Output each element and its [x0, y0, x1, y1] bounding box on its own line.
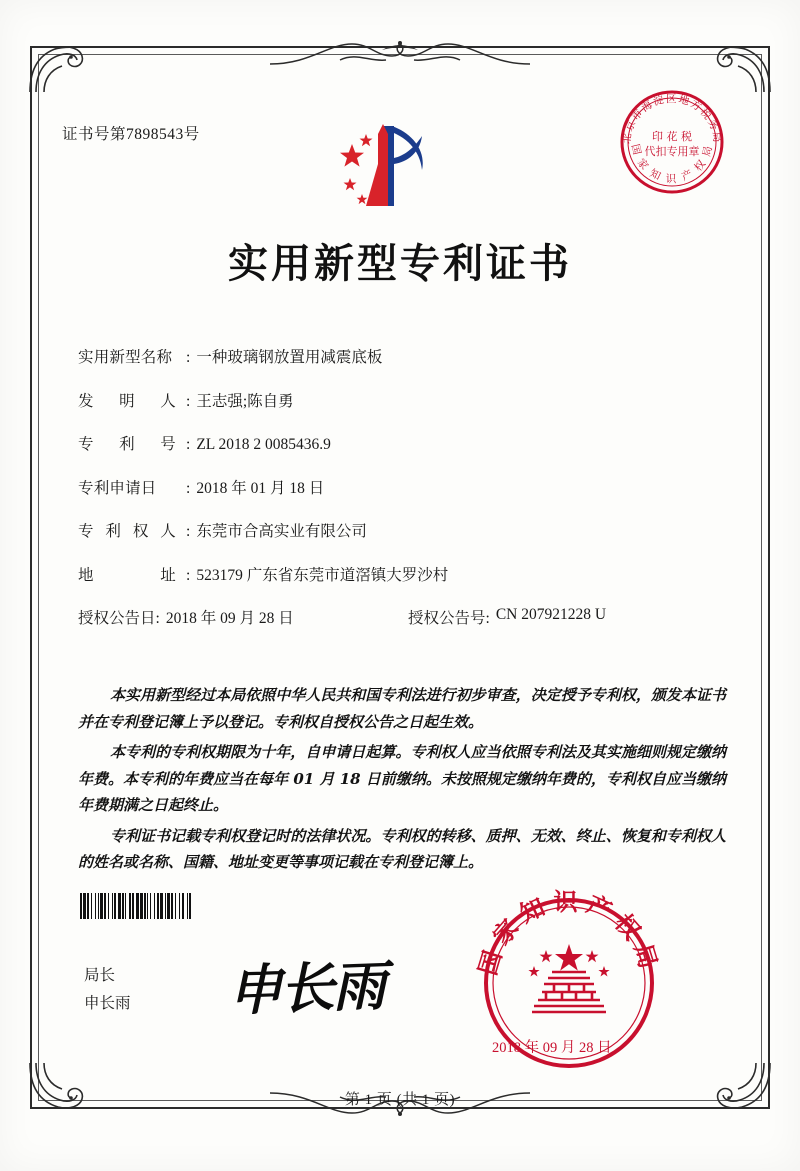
field-value-name: 一种玻璃钢放置用减震底板 — [196, 349, 383, 366]
field-colon: : — [186, 523, 191, 540]
grant-date-value: 2018 年 09 月 28 日 — [165, 610, 294, 627]
director-name-label: 申长雨 — [84, 995, 131, 1012]
field-colon: : — [186, 349, 191, 366]
field-colon: : — [186, 392, 191, 410]
field-label-address: 地 址 — [78, 566, 176, 584]
field-value-address: 523179 广东省东莞市道滘镇大罗沙村 — [196, 566, 449, 584]
page-title: 实用新型专利证书 — [228, 240, 572, 287]
field-list — [78, 345, 722, 646]
barcode — [80, 893, 312, 919]
field-colon: : — [186, 479, 191, 497]
tax-exemption-stamp — [612, 82, 732, 202]
grant-number-label: 授权公告号: — [408, 610, 490, 627]
handwritten-signature: 申长雨 — [227, 953, 386, 1023]
page-footer: 第 1 页 (共 1 页) — [344, 1092, 456, 1108]
paragraph-2: 本专利的专利权期限为十年，自申请日起算。专利权人应当依照专利法及其实施细则规定缴纳年费。本专利的年费应当在每年 01 月 18 日前缴纳。未按照规定缴纳年费的，专利权自应当缴纳年费期满之日起终止。 — [78, 743, 726, 814]
field-label-patentee: 专 利 权 人 — [78, 523, 176, 540]
director-role-label: 局长 — [84, 967, 116, 984]
svg-text:印 花 税: 印 花 税 — [652, 130, 692, 143]
grant-number-value: CN 207921228 U — [495, 606, 607, 623]
field-label-inventor: 发 明 人 — [78, 392, 176, 410]
svg-text:北京市海淀区地方税务局: 北京市海淀区地方税务局 — [620, 93, 724, 145]
paragraph-3: 专利证书记载专利权登记时的法律状况。专利权的转移、质押、无效、终止、恢复和专利权人的姓名或名称、国籍、地址变更等事项记载在专利登记簿上。 — [78, 826, 726, 871]
field-row-inventor — [78, 389, 722, 411]
svg-text:国家知识产权局: 国家知识产权局 — [474, 888, 664, 979]
certificate-number: 证书号第7898543号 — [62, 126, 200, 143]
seal-date: 2018 年 09 月 28 日 — [492, 1040, 612, 1056]
field-colon: : — [186, 566, 191, 584]
field-value-inventor: 王志强;陈自勇 — [196, 392, 294, 410]
grant-number-group — [408, 606, 722, 628]
field-row-patentee — [78, 519, 722, 541]
field-row-patent-number — [78, 432, 722, 454]
field-row-application-date — [78, 476, 722, 498]
grant-date-label: 授权公告日: — [78, 610, 160, 627]
signature-block — [84, 962, 131, 1018]
field-colon: : — [186, 436, 191, 453]
svg-text:代扣专用章: 代扣专用章 — [644, 145, 700, 158]
legal-body-text — [78, 682, 726, 880]
field-value-patent-number: ZL 2018 2 0085436.9 — [196, 436, 331, 453]
field-value-patentee: 东莞市合高实业有限公司 — [196, 523, 367, 540]
field-label-patent-number: 专 利 号 — [78, 436, 176, 453]
field-label-name: 实用新型名称 — [78, 349, 173, 366]
cnipa-logo — [322, 118, 440, 214]
svg-text:国 家 知 识 产 权 局: 国 家 知 识 产 权 局 — [628, 142, 716, 185]
grant-date-group — [78, 606, 408, 628]
field-row-address — [78, 563, 722, 585]
field-label-application-date: 专利申请日 — [78, 479, 157, 497]
field-value-application-date: 2018 年 01 月 18 日 — [196, 479, 325, 497]
grant-row — [78, 606, 722, 628]
paragraph-1: 本实用新型经过本局依照中华人民共和国专利法进行初步审查，决定授予专利权，颁发本证书并在专利登记簿上予以登记。专利权自授权公告之日起生效。 — [78, 686, 726, 731]
field-row-name — [78, 345, 722, 367]
